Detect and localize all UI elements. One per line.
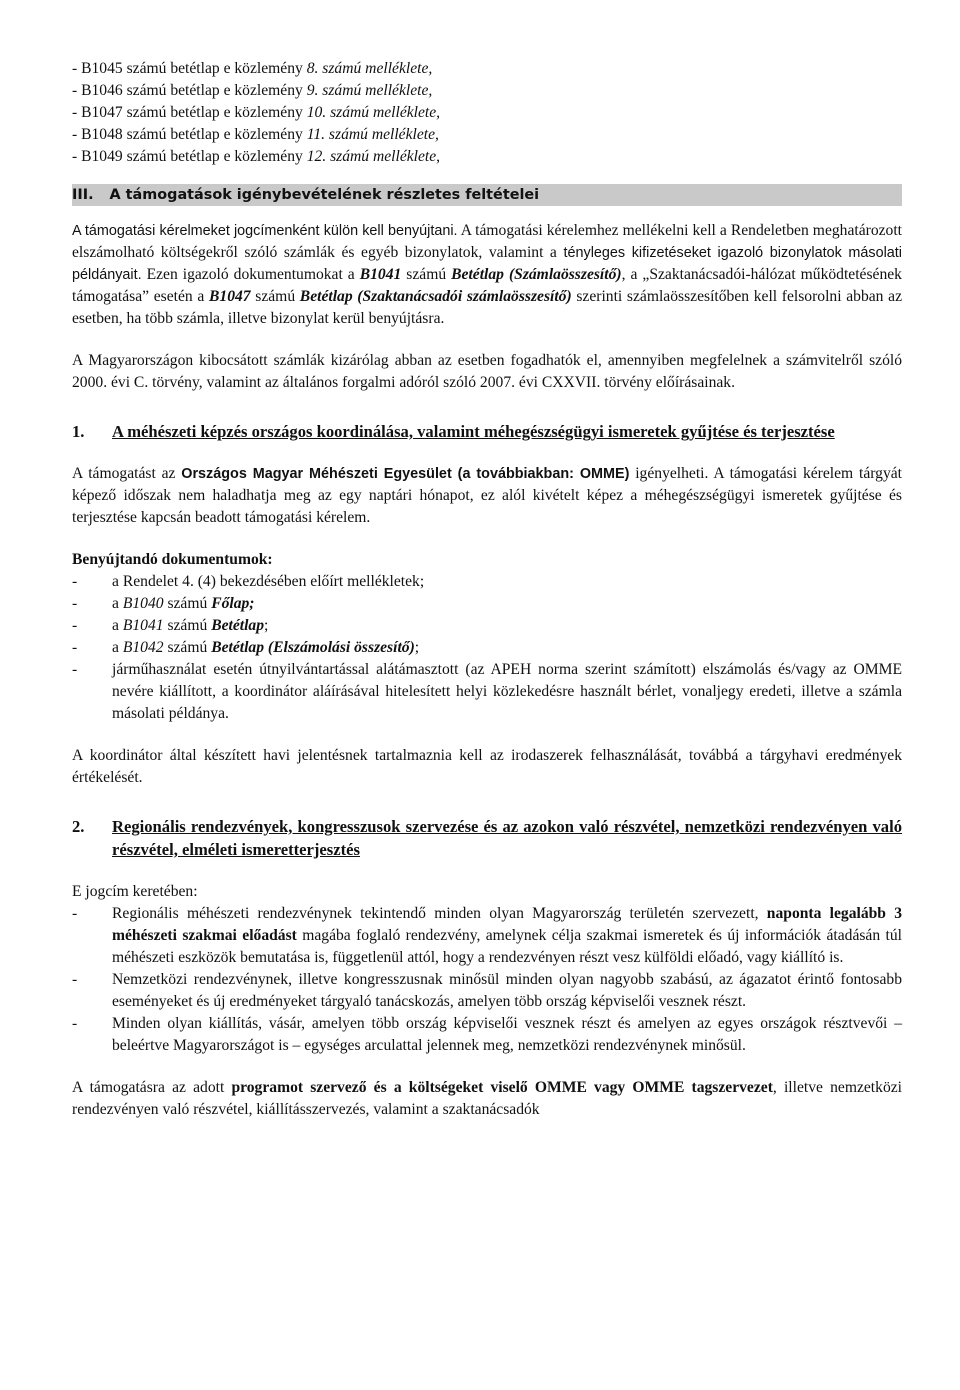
list-item: - a Rendelet 4. (4) bekezdésében előírt mellékletek; bbox=[72, 573, 425, 590]
paragraph-applicant: A támogatást az Országos Magyar Méhészeti Egyesület (a továbbiakban: OMME) igényelheti. A támogatási kérelem tárgyát képező időszak nem haladhatja meg az egy naptári hónapot, ez alól kivételt képez a méhegészségügyi ismeretek gyűjtése és terjesztése kapcsán beadott támogatási kérelem. bbox=[72, 465, 902, 526]
scope-block bbox=[72, 881, 902, 1057]
section-title: A támogatások igénybevételének részletes feltételei bbox=[109, 187, 540, 203]
section-heading-iii bbox=[72, 184, 902, 206]
list-item: - Nemzetközi rendezvénynek, illetve kongresszusnak minősül minden olyan nagyobb szabású, az ágazatot érintő fontosabb eseményeket és új eredményeket tárgyaló tanácskozás, amelyen több ország képviselői vesznek részt. bbox=[72, 971, 902, 1010]
list-item: - a B1042 számú Betétlap (Elszámolási összesítő); bbox=[72, 639, 420, 656]
annex-list-item: - B1048 számú betétlap e közlemény 11. számú melléklete, bbox=[72, 126, 439, 143]
documents-list bbox=[72, 571, 902, 725]
section-number: III. bbox=[72, 187, 94, 203]
scope-list bbox=[72, 903, 902, 1057]
scope-intro: E jogcím keretében: bbox=[72, 883, 198, 900]
heading-number: 2. bbox=[72, 817, 85, 836]
document-page bbox=[72, 58, 902, 1121]
annex-list-item: - B1045 számú betétlap e közlemény 8. számú melléklete, bbox=[72, 60, 433, 77]
list-item: - Regionális méhészeti rendezvénynek tekintendő minden olyan Magyarország területén szervezett, naponta legalább 3 méhészeti szakmai előadást magába foglaló rendezvény, amelynek célja szakmai ismeretek és új információk átadásán túl méhészeti eszközök bemutatása is, függetlenül attól, hogy a rendezvényen részt vesz külföldi előadó, vagy kiállító is. bbox=[72, 905, 902, 966]
paragraph-support: A támogatásra az adott programot szervező és a költségeket viselő OMME vagy OMME tagszervezet, illetve nemzetközi rendezvényen való részvétel, kiállításszervezés, valamint a szaktanácsadók bbox=[72, 1079, 902, 1118]
heading-1 bbox=[72, 420, 902, 443]
annex-list-item: - B1047 számú betétlap e közlemény 10. számú melléklete, bbox=[72, 104, 441, 121]
heading-title: Regionális rendezvények, kongresszusok szervezése és az azokon való részvétel, nemzetközi rendezvényen való részvétel, elméleti ismeretterjesztés bbox=[112, 817, 902, 859]
annex-list-item: - B1049 számú betétlap e közlemény 12. számú melléklete, bbox=[72, 148, 441, 165]
annex-list-item: - B1046 számú betétlap e közlemény 9. számú melléklete, bbox=[72, 82, 433, 99]
annex-list bbox=[72, 58, 902, 168]
heading-number: 1. bbox=[72, 422, 85, 441]
list-item: - a B1041 számú Betétlap; bbox=[72, 617, 269, 634]
documents-block bbox=[72, 549, 902, 725]
paragraph-submission: A támogatási kérelmeket jogcímenként külön kell benyújtani. A támogatási kérelemhez mellékelni kell a Rendeletben meghatározott elszámolható költségekről szóló számlák és egyéb bizonylatok, valamint a tényleges kifizetéseket igazoló bizonylatok másolati példányait. Ezen igazoló dokumentumokat a B1041 számú Betétlap (Számlaösszesítő), a „Szaktanácsadói-hálózat működtetésének támogatása” esetén a B1047 számú Betétlap (Szaktanácsadói számlaösszesítő) szerinti számlaösszesítőben kell felsorolni abban az esetben, ha több számla, illetve bizonylat kerül benyújtásra. bbox=[72, 222, 903, 327]
heading-2 bbox=[72, 815, 902, 861]
list-item: - a B1040 számú Főlap; bbox=[72, 595, 255, 612]
heading-title: A méhészeti képzés országos koordinálása, valamint méhegészségügyi ismeretek gyűjtése és terjesztése bbox=[112, 422, 835, 441]
paragraph-report: A koordinátor által készített havi jelentésnek tartalmaznia kell az irodaszerek felhasználását, továbbá a tárgyhavi eredmények értékelését. bbox=[72, 747, 902, 786]
documents-title: Benyújtandó dokumentumok: bbox=[72, 551, 273, 568]
list-item: - járműhasználat esetén útnyilvántartással alátámasztott (az APEH norma szerint számított) elszámolás és/vagy az OMME nevére kiállított, a koordinátor aláírásával hitelesített helyi közlekedésre használt bérlet, vonaljegy eredeti, illetve a számla másolati példánya. bbox=[72, 661, 902, 722]
list-item: - Minden olyan kiállítás, vásár, amelyen több ország képviselői vesznek részt és amelyen az egyes országok résztvevői – beleértve Magyarországot is – egységes arculattal jelennek meg, nemzetközi rendezvénynek minősül. bbox=[72, 1015, 902, 1054]
paragraph-invoices: A Magyarországon kibocsátott számlák kizárólag abban az esetben fogadhatók el, amennyiben megfelelnek a számvitelről szóló 2000. évi C. törvény, valamint az általános forgalmi adóról szóló 2007. évi CXXVII. törvény előírásainak. bbox=[72, 352, 902, 391]
